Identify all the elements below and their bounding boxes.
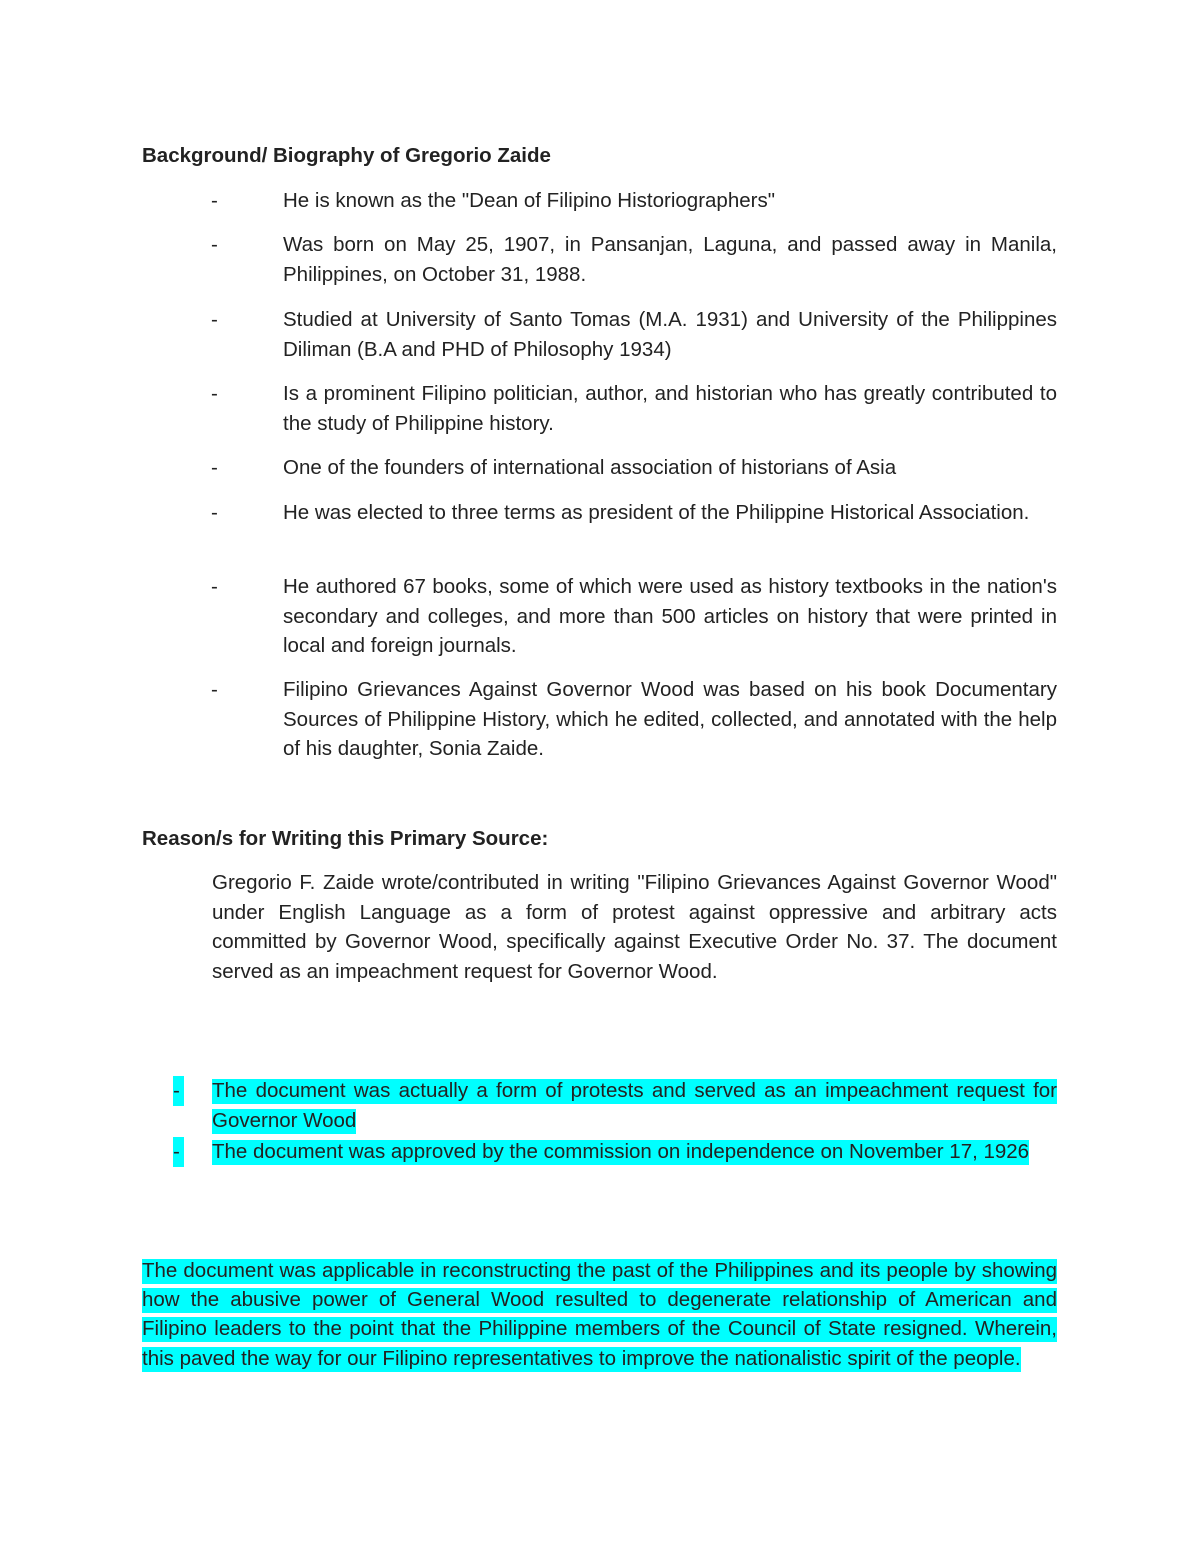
list-item-text: Is a prominent Filipino politician, author, and historian who has greatly contributed to the study of Philippine history. (283, 382, 1057, 435)
list-dash: - (211, 233, 218, 256)
highlighted-text: The document was approved by the commission on independence on November 17, 1926 (212, 1140, 1030, 1163)
list-item-text: One of the founders of international association of historians of Asia (283, 456, 897, 479)
list-dash: - (173, 1076, 184, 1106)
list-item-text (212, 1137, 1057, 1167)
list-dash: - (211, 456, 218, 479)
list-dash: - (211, 189, 218, 212)
list-item-text: He is known as the "Dean of Filipino Historiographers" (283, 189, 775, 212)
list-item-text: He was elected to three terms as president of the Philippine Historical Association. (283, 501, 1030, 524)
reasons-paragraph: Gregorio F. Zaide wrote/contributed in writing "Filipino Grievances Against Governor Wood" under English Language as a form of protest against oppressive and arbitrary acts committed by Governor Wood, specifically against Executive Order No. 37. The document served as an impeachment request for Governor Wood. (212, 871, 1057, 983)
reasons-heading: Reason/s for Writing this Primary Source: (142, 827, 549, 850)
list-item-text: He authored 67 books, some of which were used as history textbooks in the nation's secondary and colleges, and more than 500 articles on history that were printed in local and foreign journals. (283, 575, 1057, 657)
highlighted-text: The document was applicable in reconstructing the past of the Philippines and its people by showing how the abusive power of General Wood resulted to degenerate relationship of American and Filipino leaders to the point that the Philippine members of the Council of State resigned. Wherein, this paved the way for our Filipino representatives to improve the nationalistic spirit of the people. (142, 1259, 1057, 1370)
conclusion-paragraph (142, 1256, 1057, 1373)
biography-heading: Background/ Biography of Gregorio Zaide (142, 144, 551, 167)
list-item-text (212, 1076, 1057, 1136)
list-dash: - (173, 1137, 184, 1167)
list-item-text: Studied at University of Santo Tomas (M.A. 1931) and University of the Philippines Diliman (B.A and PHD of Philosophy 1934) (283, 308, 1057, 361)
list-dash: - (211, 382, 218, 405)
highlighted-text: The document was actually a form of protests and served as an impeachment request for Governor Wood (212, 1079, 1057, 1132)
list-dash: - (211, 678, 218, 701)
list-item-text: Was born on May 25, 1907, in Pansanjan, Laguna, and passed away in Manila, Philippines, on October 31, 1988. (283, 233, 1057, 286)
list-dash: - (211, 308, 218, 331)
list-dash: - (211, 501, 218, 524)
list-dash: - (211, 575, 218, 598)
list-item-text: Filipino Grievances Against Governor Wood was based on his book Documentary Sources of Philippine History, which he edited, collected, and annotated with the help of his daughter, Sonia Zaide. (283, 678, 1057, 760)
